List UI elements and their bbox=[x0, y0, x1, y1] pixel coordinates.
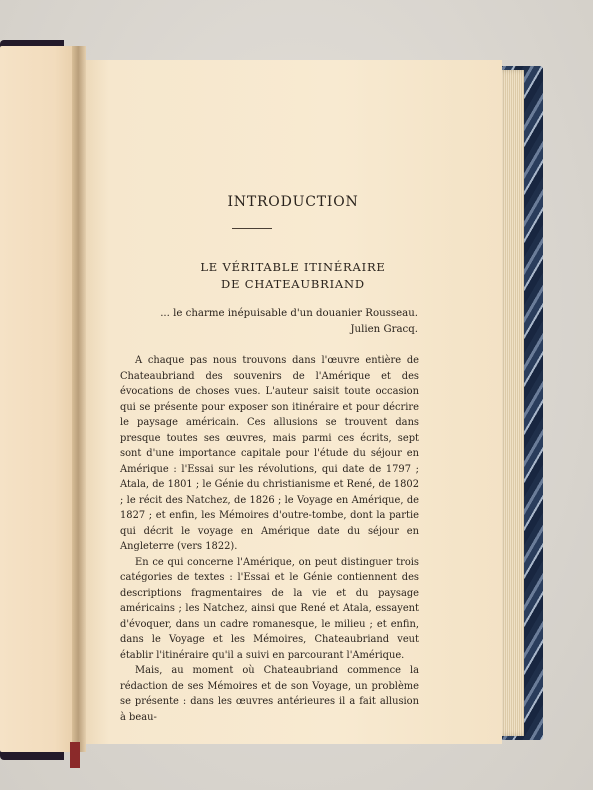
paragraph: A chaque pas nous trouvons dans l'œuvre entière de Chateaubriand des souvenirs de l'Amérique et des évocations de choses vues. L'auteur saisit toute occasion qui se présente pour exposer son itinéraire et pour décrire le paysage américain. Ces allusions se trouvent dans presque toutes ses œuvres, mais parmi ces écrits, sept sont d'une importance capitale pour l'étude du séjour en Amérique : l'Essai sur les révolutions, qui date de 1797 ; Atala, de 1801 ; le Génie du christianisme et René, de 1802 ; le récit des Natchez, de 1826 ; le Voyage en Amérique, de 1827 ; et enfin, les Mémoires d'outre-tombe, dont la partie qui décrit le voyage en Amérique date du séjour en Angleterre (vers 1822). bbox=[120, 355, 419, 552]
subtitle-line-2: DE CHATEAUBRIAND bbox=[221, 277, 365, 291]
left-page bbox=[0, 46, 78, 752]
epigraph: ... le charme inépuisable d'un douanier Rousseau. bbox=[160, 308, 418, 319]
chapter-heading: INTRODUCTION bbox=[227, 194, 359, 210]
body-text bbox=[120, 353, 419, 725]
book-gutter bbox=[72, 46, 86, 752]
paragraph: En ce qui concerne l'Amérique, on peut distinguer trois catégories de textes : l'Essai et le Génie contiennent des descriptions fragmentaires de la vie et du paysage américains ; les Natchez, ainsi que René et Atala, essayent d'évoquer, dans un cadre romanesque, le milieu ; et enfin, dans le Voyage et les Mémoires, Chateaubriand veut établir l'itinéraire qu'il a suivi en parcourant l'Amérique. bbox=[120, 556, 419, 661]
chapter-subtitle bbox=[84, 259, 502, 293]
heading-rule bbox=[232, 228, 272, 229]
paragraph: Mais, au moment où Chateaubriand commence la rédaction de ses Mémoires et de son Voyage, un problème se présente : dans les œuvres antérieures il a fait allusion à beau- bbox=[120, 665, 419, 723]
bookmark-ribbon bbox=[70, 742, 80, 768]
subtitle-line-1: LE VÉRITABLE ITINÉRAIRE bbox=[200, 260, 386, 274]
epigraph-author: Julien Gracq. bbox=[350, 324, 418, 335]
